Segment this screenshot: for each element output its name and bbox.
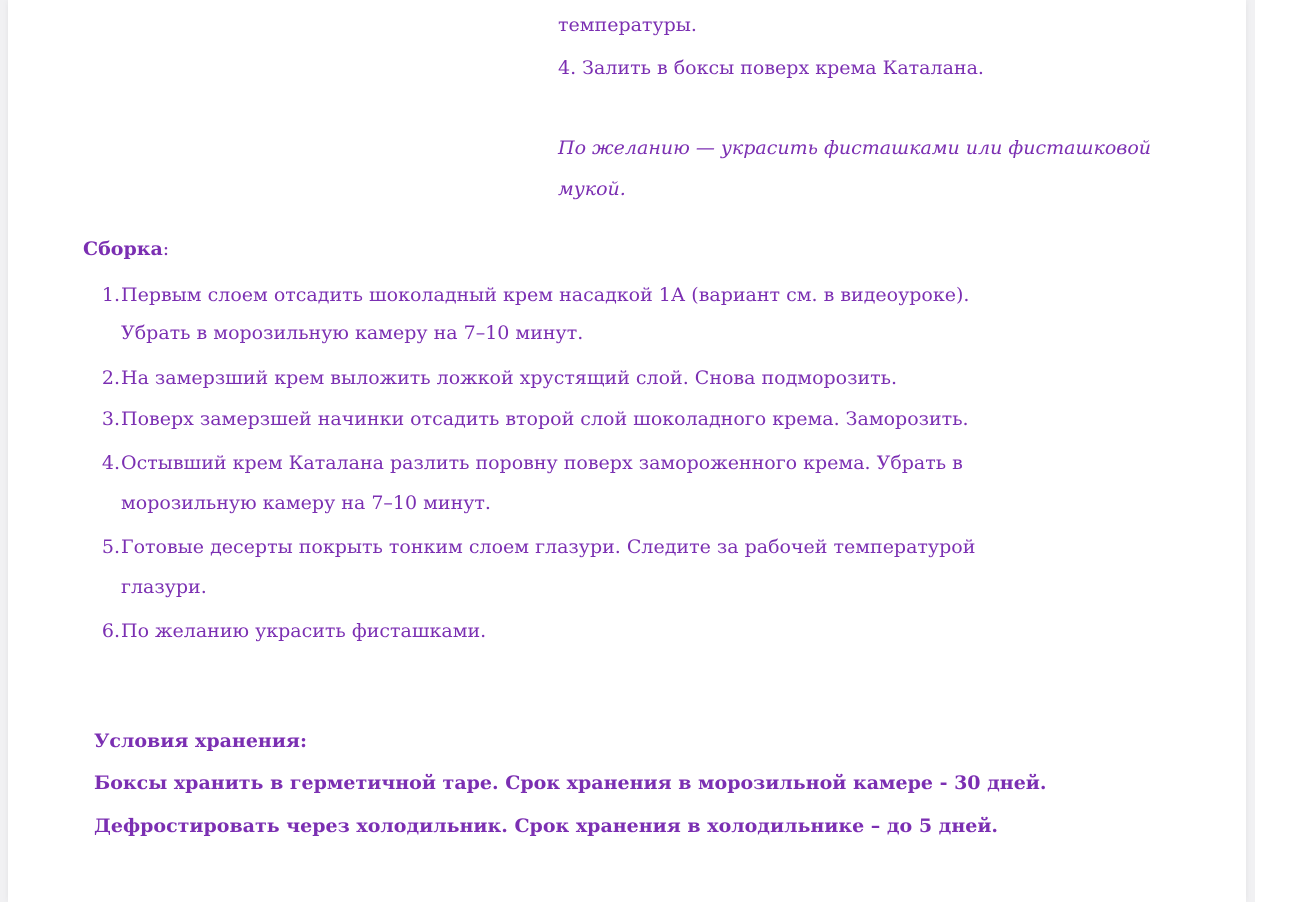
storage-line: Дефростировать через холодильник. Срок хранения в холодильнике – до 5 дней. (94, 815, 999, 837)
step-number: 6. (101, 620, 120, 642)
assembly-heading-colon: : (162, 238, 170, 260)
step-line: По желанию украсить фисташками. (121, 620, 487, 642)
step-number: 3. (101, 408, 120, 430)
text-line: 4. Залить в боксы поверх крема Каталана. (558, 57, 984, 79)
document-page (8, 0, 1246, 902)
step-line: Убрать в морозильную камеру на 7–10 минут. (121, 322, 584, 344)
step-number: 5. (101, 536, 120, 558)
text-line: температуры. (558, 14, 697, 36)
page-margin (1255, 0, 1303, 902)
storage-line: Боксы хранить в герметичной таре. Срок хранения в морозильной камере - 30 дней. (94, 772, 1047, 794)
italic-note-line: По желанию — украсить фисташками или фисташковой (558, 137, 1152, 159)
assembly-heading (83, 238, 169, 260)
italic-note-line: мукой. (558, 178, 626, 200)
storage-heading: Условия хранения: (94, 730, 307, 752)
step-number: 4. (101, 452, 120, 474)
step-line: морозильную камеру на 7–10 минут. (121, 492, 491, 514)
step-line: Первым слоем отсадить шоколадный крем насадкой 1А (вариант см. в видеоуроке). (121, 284, 970, 306)
step-line: Остывший крем Каталана разлить поровну поверх замороженного крема. Убрать в (121, 452, 963, 474)
assembly-heading-text: Сборка (83, 238, 163, 260)
step-number: 1. (101, 284, 120, 306)
step-line: На замерзший крем выложить ложкой хрустящий слой. Снова подморозить. (121, 367, 898, 389)
step-number: 2. (101, 367, 120, 389)
step-line: Готовые десерты покрыть тонким слоем глазури. Следите за рабочей температурой (121, 536, 976, 558)
step-line: глазури. (121, 576, 207, 598)
step-line: Поверх замерзшей начинки отсадить второй слой шоколадного крема. Заморозить. (121, 408, 969, 430)
